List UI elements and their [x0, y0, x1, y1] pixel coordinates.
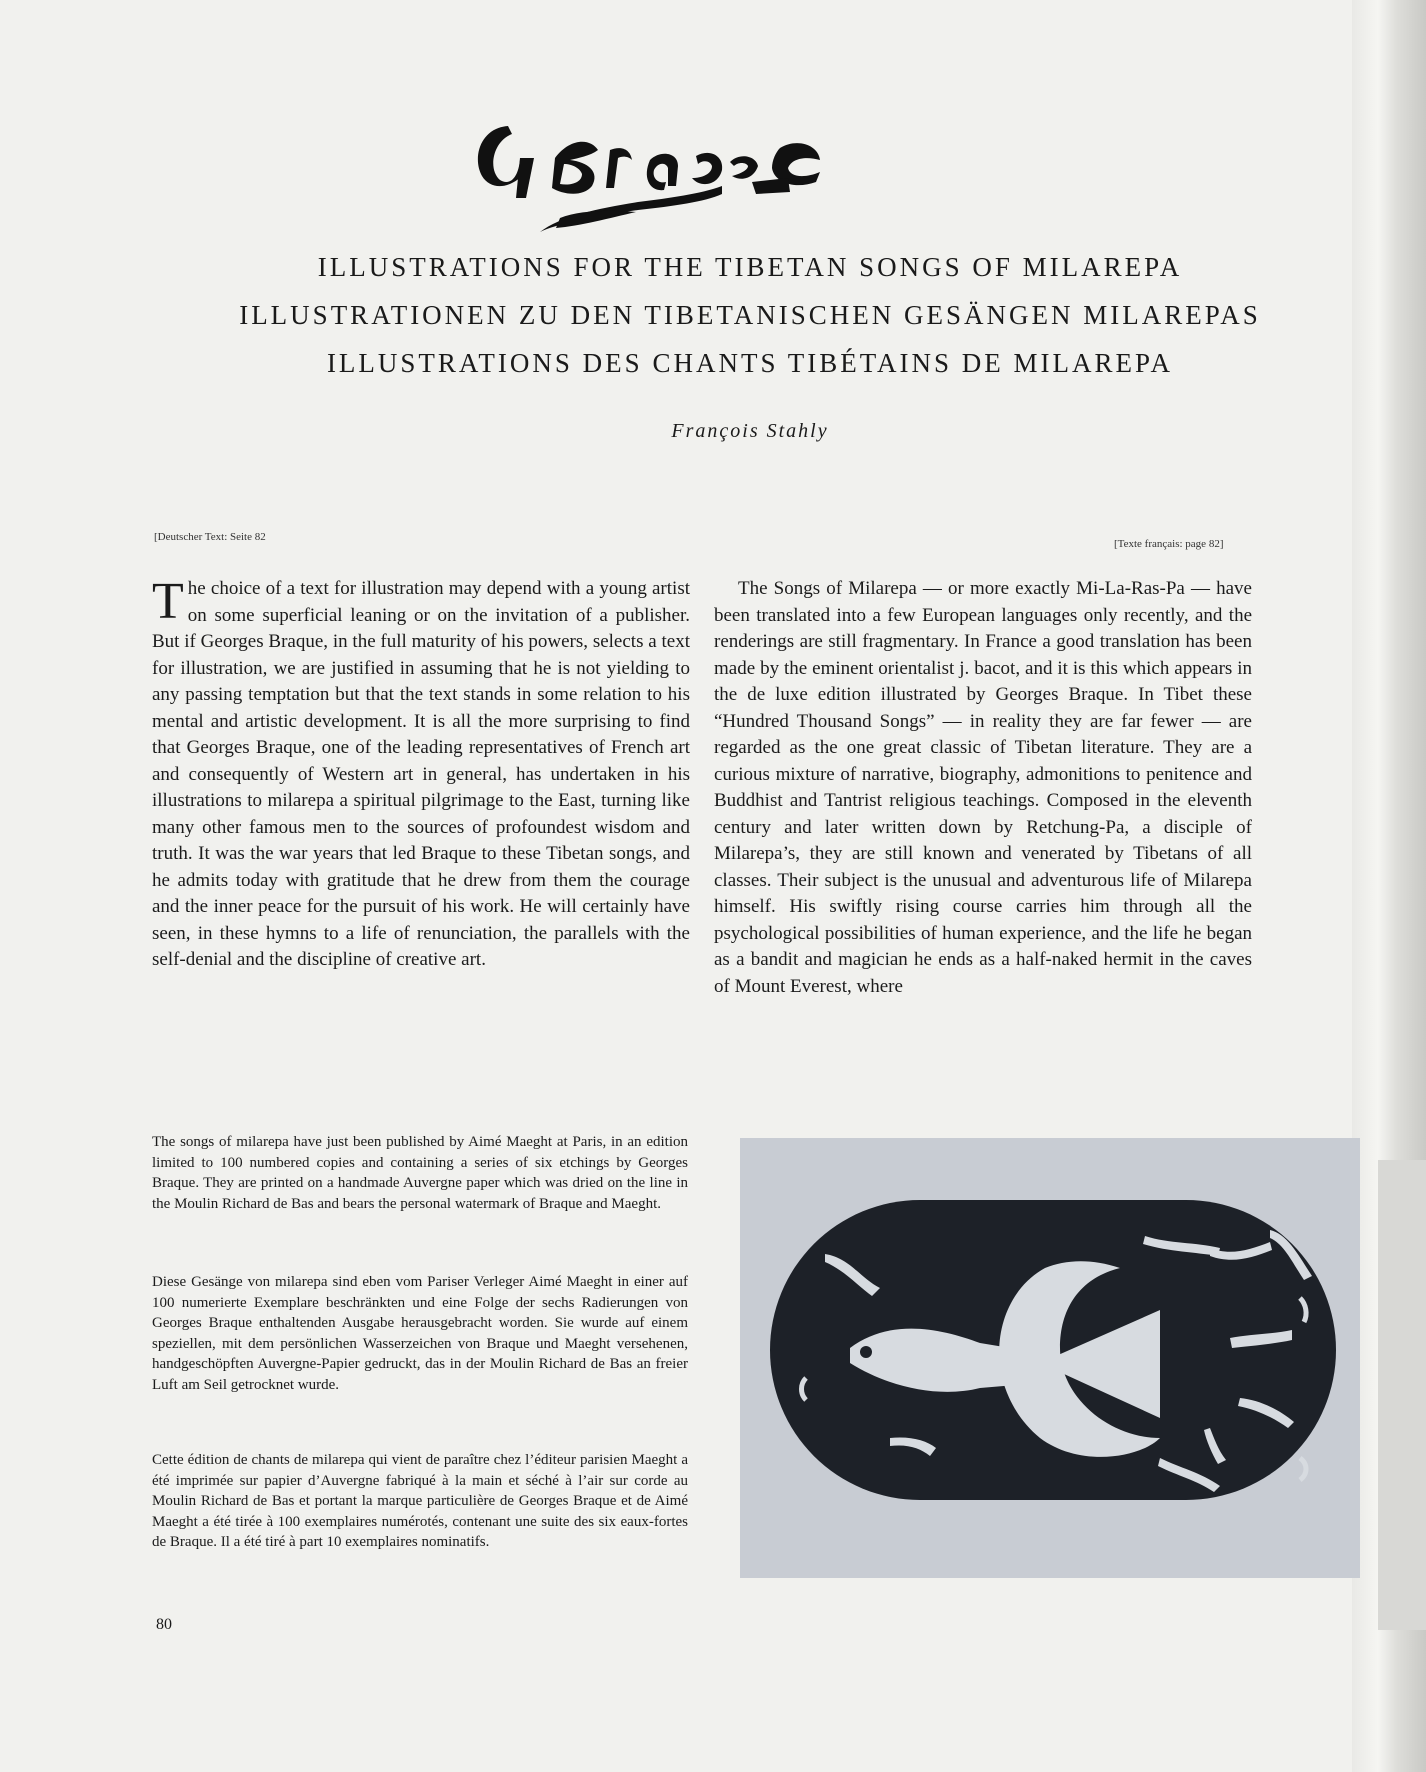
- braque-etching-image: [740, 1138, 1360, 1578]
- title-french: ILLUSTRATIONS DES CHANTS TIBÉTAINS DE MILAREPA: [326, 348, 1174, 378]
- right-column-text: The Songs of Milarepa — or more exactly Mi-La-Ras-Pa — have been translated into a few European languages only recently, and the renderings are still fragmentary. In France a good translation has been made by the eminent orientalist j. bacot, and it is this which appears in the de luxe edition illustrated by Georges Braque. In Tibet these “Hundred Thousand Songs” — in reality they are far fewer — are regarded as the one great classic of Tibetan literature. They are a curious mixture of narrative, biography, admonitions to penitence and Buddhist and Tantrist religious teachings. Composed in the eleventh century and later written down by Retchung-Pa, a disciple of Milarepa’s, they are still known and venerated by Tibetans of all classes. Their subject is the unusual and adventurous life of Milarepa himself. His swiftly rising course carries him through all the psychological possibilities of human experience, and the life he began as a bandit and magician he ends as a half-naked hermit in the caves of Mount Everest, where: [714, 578, 1252, 997]
- edition-note-french: Cette édition de chants de milarepa qui vient de paraître chez l’éditeur parisien Maeght a été imprimée sur papier d’Auvergne fabriqué à la main et séché à l’air sur corde au Moulin Richard de Bas et portant la marque particulière de Georges Braque et de Aimé Maeght a été tirée à 100 exemplaires numérotés, contenant une suite des six eaux-fortes de Braque. Il a été tiré à part 10 exemplaires nominatifs.: [152, 1452, 688, 1550]
- braque-signature: [460, 98, 960, 268]
- article-column-right: [714, 576, 1252, 1000]
- left-column-text: he choice of a text for illustration may depend with a young artist on some superficial leaning or on the invitation of a publisher. But if Georges Braque, in the full maturity of his powers, selects a text for illustration, we are justified in assuming that he is not yielding to any passing temptation but that the text stands in some relation to his mental and artistic development. It is all the more surprising to find that Georges Braque, one of the leading representatives of French art and consequently of Western art in general, has undertaken in his illustrations to milarepa a spiritual pilgrimage to the East, turning like many other famous men to the sources of profoundest wisdom and truth. It was the war years that led Braque to these Tibetan songs, and he admits today with gratitude that he drew from them the courage and the inner peace for the pursuit of his work. He will certainly have seen, in these hymns to a life of renunciation, the parallels with the self-denial and the discipline of creative art.: [152, 578, 690, 970]
- article-column-left: [152, 573, 690, 974]
- title-german: ILLUSTRATIONEN ZU DEN TIBETANISCHEN GESÄNGEN MILAREPAS: [239, 300, 1261, 330]
- title-english: ILLUSTRATIONS FOR THE TIBETAN SONGS OF MILAREPA: [317, 252, 1183, 282]
- page-edge-notch: [1378, 1160, 1426, 1630]
- edition-note-english: The songs of milarepa have just been published by Aimé Maeght at Paris, in an edition limited to 100 numbered copies and containing a series of six etchings by Georges Braque. They are printed on a handmade Auvergne paper which was dried on the line in the Moulin Richard de Bas and bears the personal watermark of Braque and Maeght.: [152, 1134, 688, 1212]
- drop-cap: T: [152, 573, 184, 630]
- page-number: 80: [156, 1616, 172, 1633]
- edition-note-german: Diese Gesänge von milarepa sind eben vom Pariser Verleger Aimé Maeght in einer auf 100 numerierte Exemplare beschränkten und eine Folge der sechs Radierungen von Georges Braque enthaltenden Ausgabe herausgebracht worden. Sie wurde auf einem speziellen, mit dem persönlichen Wasserzeichen von Braque und Maeght versehenen, handgeschöpften Auvergne-Papier gedruckt, das in der Moulin Richard de Bas an freier Luft am Seil getrocknet wurde.: [152, 1274, 688, 1393]
- german-text-reference: [Deutscher Text: Seite 82: [154, 531, 266, 543]
- author-name: François Stahly: [671, 420, 829, 442]
- french-text-reference: [Texte français: page 82]: [1114, 538, 1224, 550]
